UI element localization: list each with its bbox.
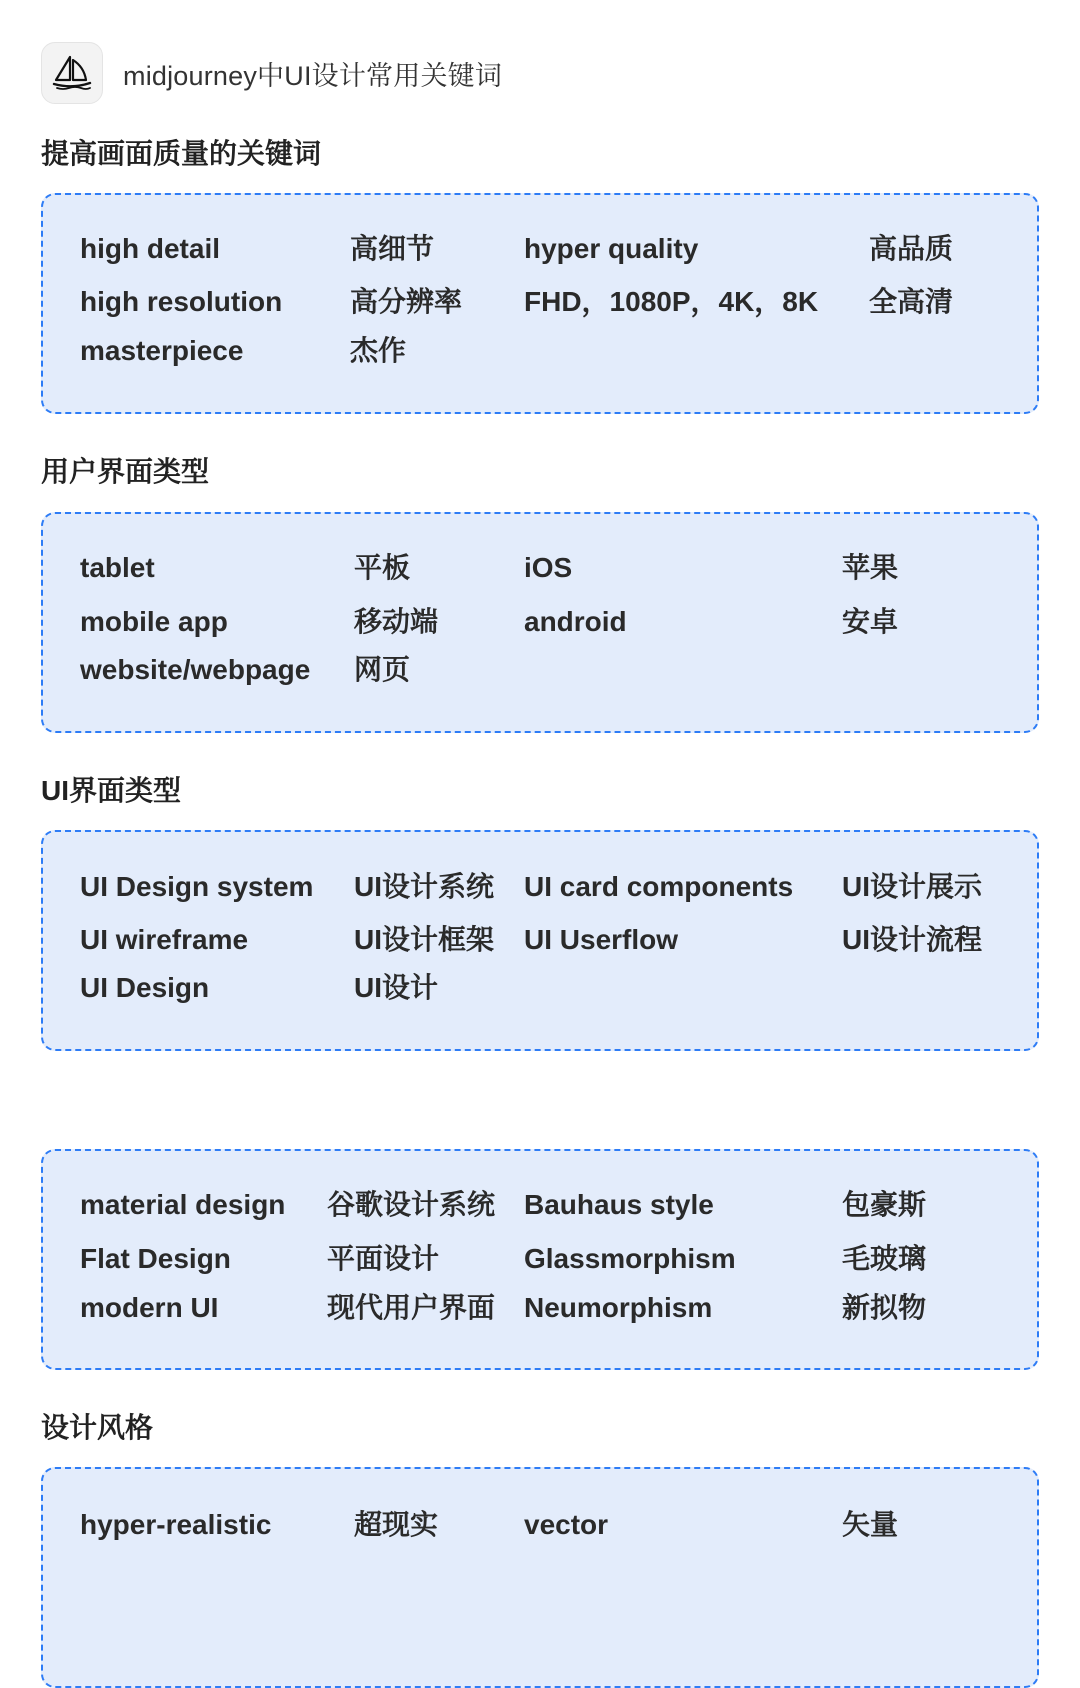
keyword-zh: 全高清 bbox=[869, 286, 954, 317]
keyword-zh: UI设计 bbox=[354, 972, 439, 1003]
document-header bbox=[41, 42, 502, 104]
keyword-zh: 平板 bbox=[354, 552, 411, 583]
keyword-zh: 杰作 bbox=[350, 335, 407, 366]
keyword-zh: 高分辨率 bbox=[350, 286, 463, 317]
keyword-zh: 包豪斯 bbox=[842, 1189, 927, 1220]
keyword-en: UI Design system bbox=[80, 871, 314, 902]
section-title-ui-type: 用户界面类型 bbox=[41, 456, 210, 487]
keyword-en: website/webpage bbox=[80, 654, 311, 685]
keyword-en: FHD，1080P，4K，8K bbox=[524, 286, 819, 317]
midjourney-logo-icon bbox=[41, 42, 103, 104]
keyword-en: UI wireframe bbox=[80, 924, 249, 955]
keyword-en: material design bbox=[80, 1189, 286, 1220]
keyword-en: hyper-realistic bbox=[80, 1509, 272, 1540]
keyword-zh: 矢量 bbox=[842, 1509, 899, 1540]
keyword-zh: 新拟物 bbox=[842, 1292, 927, 1323]
keyword-zh: 高品质 bbox=[869, 233, 954, 264]
keyword-en: mobile app bbox=[80, 606, 228, 637]
keyword-en: high resolution bbox=[80, 286, 283, 317]
keyword-en: UI Design bbox=[80, 972, 210, 1003]
keyword-en: UI Userflow bbox=[524, 924, 679, 955]
keyword-zh: UI设计流程 bbox=[842, 924, 983, 955]
section-title-ui-interface: UI界面类型 bbox=[41, 775, 182, 806]
keyword-en: high detail bbox=[80, 233, 220, 264]
keyword-card-quality bbox=[41, 193, 1039, 414]
keyword-card-ui-type bbox=[41, 512, 1039, 733]
keyword-en: masterpiece bbox=[80, 335, 244, 366]
keyword-zh: 现代用户界面 bbox=[327, 1292, 496, 1323]
keyword-card-design-style bbox=[41, 1467, 1039, 1688]
keyword-en: Bauhaus style bbox=[524, 1189, 714, 1220]
keyword-card-ui-interface bbox=[41, 830, 1039, 1051]
section-title-quality: 提高画面质量的关键词 bbox=[41, 138, 322, 169]
keyword-en: iOS bbox=[524, 552, 573, 583]
keyword-en: Glassmorphism bbox=[524, 1243, 736, 1274]
keyword-en: vector bbox=[524, 1509, 609, 1540]
keyword-en: Neumorphism bbox=[524, 1292, 713, 1323]
keyword-en: android bbox=[524, 606, 627, 637]
keyword-zh: 毛玻璃 bbox=[842, 1243, 927, 1274]
keyword-card-design-systems bbox=[41, 1149, 1039, 1370]
keyword-zh: 移动端 bbox=[354, 606, 439, 637]
keyword-zh: 谷歌设计系统 bbox=[327, 1189, 496, 1220]
keyword-zh: 安卓 bbox=[842, 606, 899, 637]
keyword-zh: 超现实 bbox=[354, 1509, 439, 1540]
keyword-zh: 高细节 bbox=[350, 233, 435, 264]
document-title: midjourney中UI设计常用关键词 bbox=[123, 60, 503, 91]
keyword-en: UI card components bbox=[524, 871, 794, 902]
keyword-en: tablet bbox=[80, 552, 155, 583]
keyword-zh: 苹果 bbox=[842, 552, 899, 583]
keyword-zh: UI设计展示 bbox=[842, 871, 983, 902]
keyword-en: modern UI bbox=[80, 1292, 219, 1323]
keyword-zh: 网页 bbox=[354, 654, 411, 685]
keyword-zh: UI设计系统 bbox=[354, 871, 495, 902]
keyword-zh: 平面设计 bbox=[327, 1243, 440, 1274]
keyword-en: Flat Design bbox=[80, 1243, 231, 1274]
keyword-zh: UI设计框架 bbox=[354, 924, 495, 955]
keyword-en: hyper quality bbox=[524, 233, 699, 264]
section-title-design-style: 设计风格 bbox=[41, 1412, 154, 1443]
